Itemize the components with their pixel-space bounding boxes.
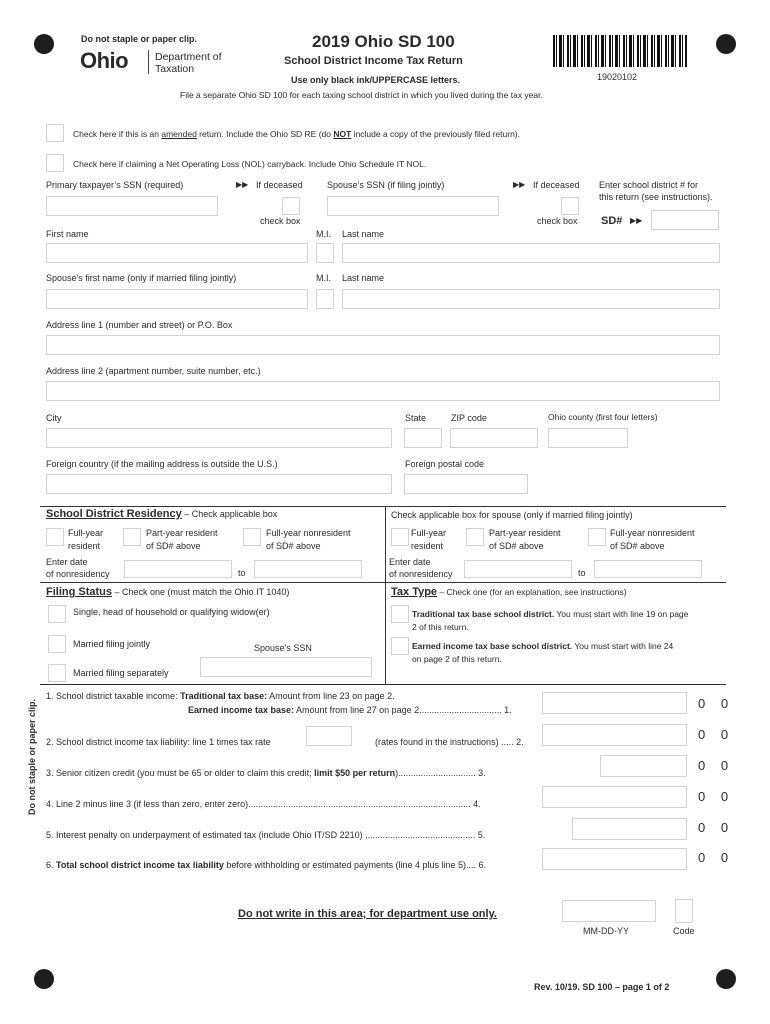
line-3-cents: 0 0 xyxy=(698,758,735,773)
logo-divider xyxy=(148,50,149,74)
line-5-label: 5. Interest penalty on underpayment of estimated tax (include Ohio IT/SD 2210) ............................................ 5. xyxy=(46,830,486,840)
city-label: City xyxy=(46,413,62,423)
sd-label: SD# xyxy=(601,215,623,227)
line-6-cents: 0 0 xyxy=(698,850,735,865)
trad-bold: Traditional tax base school district. xyxy=(412,609,555,619)
line-6-amount[interactable] xyxy=(542,848,687,870)
amended-label xyxy=(73,129,520,139)
of-nonres-text: of nonresidency xyxy=(46,569,110,579)
filing-top-rule xyxy=(40,582,726,583)
deceased-arrows-2: ▶▶ xyxy=(513,180,526,189)
l1-trad-bold: Traditional tax base: xyxy=(180,691,268,701)
spouse-partyear-resident-checkbox[interactable] xyxy=(466,528,484,546)
filing-divider xyxy=(385,582,386,684)
primary-deceased-checkbox[interactable] xyxy=(282,197,300,215)
last-name-label-1: Last name xyxy=(342,229,385,239)
sfy-line-2: resident xyxy=(411,541,444,551)
earned-bold: Earned income tax base school district. xyxy=(412,641,573,651)
line-2-amount[interactable] xyxy=(542,724,687,746)
line-3-amount[interactable] xyxy=(600,755,687,777)
sd-hint-2: this return (see instructions). xyxy=(599,192,713,202)
sfn-line-2: of SD# above xyxy=(610,541,665,551)
foreign-country-field[interactable] xyxy=(46,474,392,494)
tax-rate-field[interactable] xyxy=(306,726,352,746)
address-line-2-field[interactable] xyxy=(46,381,720,401)
filing-title-sub: – Check one (must match the Ohio IT 1040) xyxy=(112,587,290,597)
line-4-amount[interactable] xyxy=(542,786,687,808)
filing-title-text: Filing Status xyxy=(46,586,112,598)
registration-dot-bottom-right xyxy=(716,969,736,989)
l1-earned-bold: Earned income tax base: xyxy=(188,705,295,715)
fullyear-nonresident-checkbox[interactable] xyxy=(243,528,261,546)
earned-base-checkbox[interactable] xyxy=(391,637,409,655)
barcode xyxy=(553,35,687,67)
address-line-2-label: Address line 2 (apartment number, suite number, etc.) xyxy=(46,366,261,376)
taxtype-title-sub: – Check one (for an explanation, see instructions) xyxy=(437,587,627,597)
spouse-deceased-checkbox[interactable] xyxy=(561,197,579,215)
last-name-field[interactable] xyxy=(342,243,720,263)
partyear-resident-checkbox[interactable] xyxy=(123,528,141,546)
lines-top-rule xyxy=(40,684,726,685)
spouse-residency-title: Check applicable box for spouse (only if married filing jointly) xyxy=(391,510,633,520)
state-label: State xyxy=(405,413,427,423)
if-deceased-label-1: If deceased xyxy=(256,180,303,190)
l1-trad-rest: Amount from line 23 on page 2. xyxy=(267,691,395,701)
spy-line-1: Part-year resident xyxy=(489,528,561,538)
revision-note: Rev. 10/19. SD 100 – page 1 of 2 xyxy=(534,982,670,992)
fn-line-2: of SD# above xyxy=(266,541,321,551)
enter-date-text: Enter date xyxy=(46,557,88,567)
first-name-label: First name xyxy=(46,229,89,239)
earned-base-label xyxy=(412,640,673,666)
form-title: 2019 Ohio SD 100 xyxy=(312,32,455,51)
spouse-first-name-label: Spouse's first name (only if married filing jointly) xyxy=(46,273,237,283)
spouse-last-name-field[interactable] xyxy=(342,289,720,309)
dept-code-box xyxy=(675,899,693,923)
amended-text-post: include a copy of the previously filed return). xyxy=(351,129,520,139)
spouse-partyear-resident-label xyxy=(489,527,561,553)
line-6-label xyxy=(46,860,486,870)
fullyear-resident-checkbox[interactable] xyxy=(46,528,64,546)
no-staple-note: Do not staple or paper clip. xyxy=(81,34,198,44)
fn-line-1: Full-year nonresident xyxy=(266,528,351,538)
spouse-fullyear-nonresident-checkbox[interactable] xyxy=(588,528,606,546)
spouse-fullyear-resident-label xyxy=(411,527,446,553)
school-district-number-field[interactable] xyxy=(651,210,719,230)
spouse-ssn-label-2: Spouse’s SSN xyxy=(254,643,312,653)
nonresidency-to-field[interactable] xyxy=(254,560,362,578)
residency-top-rule xyxy=(40,506,726,507)
married-separately-label: Married filing separately xyxy=(73,668,169,678)
deceased-arrows-1: ▶▶ xyxy=(236,180,249,189)
mi-label-2: M.I. xyxy=(316,273,331,283)
code-label: Code xyxy=(673,926,695,936)
county-label: Ohio county (first four letters) xyxy=(548,412,658,422)
check-box-label-1: check box xyxy=(260,216,301,226)
amended-not: NOT xyxy=(333,129,352,139)
line-2-cents: 0 0 xyxy=(698,727,735,742)
last-name-label-2: Last name xyxy=(342,273,385,283)
department-use-note: Do not write in this area; for department use only. xyxy=(238,908,497,920)
registration-dot-top-right xyxy=(716,34,736,54)
married-jointly-checkbox[interactable] xyxy=(48,635,66,653)
line-2-rate-note: (rates found in the instructions) ..... 2. xyxy=(375,737,524,747)
registration-dot-bottom-left xyxy=(34,969,54,989)
line-2-label: 2. School district income tax liability: line 1 times tax rate xyxy=(46,737,271,747)
barcode-number: 19020102 xyxy=(597,72,638,82)
trad-rest-2: 2 of this return. xyxy=(412,622,469,632)
foreign-postal-label: Foreign postal code xyxy=(405,459,485,469)
traditional-base-label xyxy=(412,608,688,634)
sfn-line-1: Full-year nonresident xyxy=(610,528,695,538)
l6-bold: Total school district income tax liability xyxy=(56,860,224,870)
sd-hint-1: Enter school district # for xyxy=(599,180,699,190)
earned-rest-2: on page 2 of this return. xyxy=(412,654,502,664)
l3-post: )............................... 3. xyxy=(395,768,486,778)
spouse-fullyear-nonresident-label xyxy=(610,527,695,553)
line-1-label-2 xyxy=(188,705,512,715)
city-field[interactable] xyxy=(46,428,392,448)
filing-status-title xyxy=(46,586,289,598)
married-jointly-label: Married filing jointly xyxy=(73,639,151,649)
l3-pre: 3. Senior citizen credit (you must be 65 or older to claim this credit; xyxy=(46,768,315,778)
residency-title xyxy=(46,508,277,520)
dept-line-2: Taxation xyxy=(155,63,195,75)
line-5-amount[interactable] xyxy=(572,818,687,840)
fullyear-nonresident-label xyxy=(266,527,351,553)
mi-field-2[interactable] xyxy=(316,289,334,309)
l1-earned-rest: Amount from line 27 on page 2................................. 1. xyxy=(294,705,512,715)
line-1-amount[interactable] xyxy=(542,692,687,714)
primary-ssn-field[interactable] xyxy=(46,196,218,216)
py-line-1: Part-year resident xyxy=(146,528,218,538)
form-subtitle: School District Income Tax Return xyxy=(284,55,463,67)
ohio-logo: Ohio xyxy=(80,48,129,73)
spy-line-2: of SD# above xyxy=(489,541,544,551)
residency-title-text: School District Residency xyxy=(46,508,182,520)
l3-bold: limit $50 per return xyxy=(314,768,396,778)
single-label: Single, head of household or qualifying widow(er) xyxy=(73,607,270,617)
line-3-label xyxy=(46,768,486,778)
l6-post: before withholding or estimated payments (line 4 plus line 5).... 6. xyxy=(223,860,487,870)
s-of-nonres-text: of nonresidency xyxy=(389,569,453,579)
traditional-base-checkbox[interactable] xyxy=(391,605,409,623)
amended-text-mid: return. Include the Ohio SD RE (do xyxy=(196,129,334,139)
ink-note: Use only black ink/UPPERCASE letters. xyxy=(291,75,461,85)
if-deceased-label-2: If deceased xyxy=(533,180,580,190)
line-4-label: 4. Line 2 minus line 3 (if less than zero, enter zero)......................................................................................... 4. xyxy=(46,799,481,809)
mi-label-1: M.I. xyxy=(316,229,331,239)
zip-label: ZIP code xyxy=(451,413,487,423)
spouse-first-name-field[interactable] xyxy=(46,289,308,309)
foreign-country-label: Foreign country (if the mailing address is outside the U.S.) xyxy=(46,459,278,469)
county-field[interactable] xyxy=(548,428,628,448)
zip-field[interactable] xyxy=(450,428,538,448)
foreign-postal-field[interactable] xyxy=(404,474,528,494)
sfy-line-1: Full-year xyxy=(411,528,447,538)
registration-dot-top-left xyxy=(34,34,54,54)
trad-rest-1: You must start with line 19 on page xyxy=(554,609,689,619)
to-label-2: to xyxy=(578,568,586,578)
nol-label: Check here if claiming a Net Operating Loss (NOL) carryback. Include Ohio Schedule IT NOL. xyxy=(73,159,427,169)
dept-date-box xyxy=(562,900,656,922)
amended-checkbox[interactable] xyxy=(46,124,64,142)
nol-checkbox[interactable] xyxy=(46,154,64,172)
py-line-2: of SD# above xyxy=(146,541,201,551)
check-box-label-2: check box xyxy=(537,216,578,226)
l1a: 1. School district taxable income: xyxy=(46,691,181,701)
earned-rest-1: You must start with line 24 xyxy=(572,641,674,651)
sd-arrows: ▶▶ xyxy=(630,216,643,225)
amended-text-pre: Check here if this is an xyxy=(73,129,162,139)
tax-type-title xyxy=(391,586,627,598)
spouse-nonresidency-date-label xyxy=(389,556,453,580)
amended-word: amended xyxy=(161,129,197,139)
l6-pre: 6. xyxy=(46,860,57,870)
nonresidency-date-label xyxy=(46,556,110,580)
residency-title-sub: – Check applicable box xyxy=(181,509,278,519)
mfj-spouse-ssn-field[interactable] xyxy=(200,657,372,677)
dept-line-1: Department of xyxy=(155,51,222,63)
nonresidency-from-field[interactable] xyxy=(124,560,232,578)
partyear-resident-label xyxy=(146,527,218,553)
mi-field-1[interactable] xyxy=(316,243,334,263)
fy-line-2: resident xyxy=(68,541,101,551)
side-no-staple: Do not staple or paper clip. xyxy=(27,698,37,815)
spouse-nonresidency-to-field[interactable] xyxy=(594,560,702,578)
address-line-1-field[interactable] xyxy=(46,335,720,355)
first-name-field[interactable] xyxy=(46,243,308,263)
line-1-cents: 0 0 xyxy=(698,696,735,711)
spouse-ssn-field[interactable] xyxy=(327,196,499,216)
line-1-label xyxy=(46,691,395,701)
taxtype-title-text: Tax Type xyxy=(391,586,438,598)
file-note: File a separate Ohio SD 100 for each taxing school district in which you lived during the tax year. xyxy=(180,90,543,100)
line-5-cents: 0 0 xyxy=(698,820,735,835)
fy-line-1: Full-year xyxy=(68,528,104,538)
married-separately-checkbox[interactable] xyxy=(48,664,66,682)
state-field[interactable] xyxy=(404,428,442,448)
spouse-ssn-label: Spouse’s SSN (if filing jointly) xyxy=(327,180,445,190)
single-checkbox[interactable] xyxy=(48,605,66,623)
spouse-fullyear-resident-checkbox[interactable] xyxy=(391,528,409,546)
spouse-nonresidency-from-field[interactable] xyxy=(464,560,572,578)
s-enter-date-text: Enter date xyxy=(389,557,431,567)
primary-ssn-label: Primary taxpayer’s SSN (required) xyxy=(46,180,184,190)
address-line-1-label: Address line 1 (number and street) or P.O. Box xyxy=(46,320,233,330)
mmddyy-label: MM-DD-YY xyxy=(583,926,629,936)
to-label-1: to xyxy=(238,568,246,578)
line-4-cents: 0 0 xyxy=(698,789,735,804)
fullyear-resident-label xyxy=(68,527,103,553)
